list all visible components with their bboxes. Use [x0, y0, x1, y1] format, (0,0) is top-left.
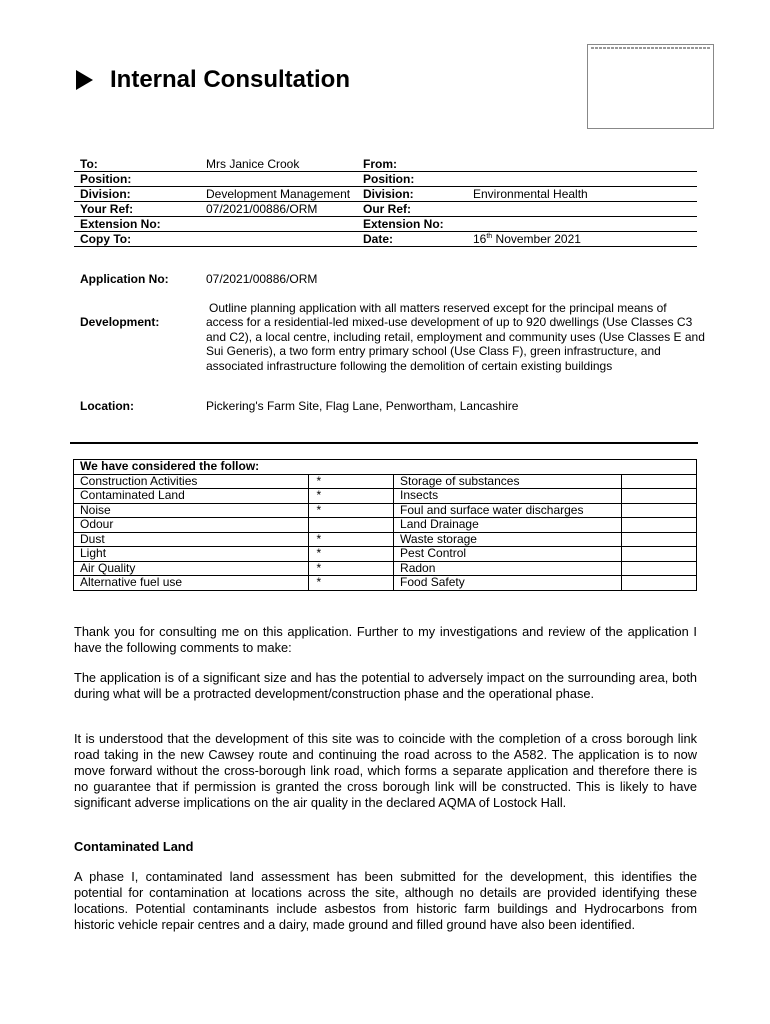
item-left: Dust: [74, 532, 309, 547]
table-row: [74, 489, 697, 504]
division-label: Division:: [80, 187, 131, 201]
item-right-mark: [621, 561, 697, 576]
to-label: To:: [80, 157, 98, 171]
table-row: [74, 518, 697, 533]
item-right: Insects: [394, 489, 621, 504]
considered-table: [73, 459, 697, 591]
application-no-value: 07/2021/00886/ORM: [206, 272, 318, 286]
header-row-copy-date: [74, 232, 697, 247]
item-left: Contaminated Land: [74, 489, 309, 504]
heading-contaminated-land: Contaminated Land: [74, 839, 194, 854]
page-title: [76, 66, 350, 94]
table-row: [74, 532, 697, 547]
table-row: [74, 576, 697, 591]
item-right-mark: [621, 518, 697, 533]
location-label: Location:: [80, 399, 134, 413]
item-left: Odour: [74, 518, 309, 533]
extension-label-right: Extension No:: [363, 217, 444, 231]
item-right: Pest Control: [394, 547, 621, 562]
location-value: Pickering's Farm Site, Flag Lane, Penwortham, Lancashire: [206, 399, 519, 413]
paragraph-impact: The application is of a significant size and has the potential to adversely impact on the surrounding area, both during what will be a protracted development/construction phase and the operational phase.: [74, 670, 697, 701]
position-label-right: Position:: [363, 172, 415, 186]
paragraph-intro: Thank you for consulting me on this application. Further to my investigations and review of the application I have the following comments to make:: [74, 624, 697, 655]
our-ref-label: Our Ref:: [363, 202, 411, 216]
item-left-mark: *: [308, 532, 394, 547]
date-value: [473, 232, 697, 246]
item-left: Alternative fuel use: [74, 576, 309, 591]
extension-value: [206, 217, 363, 231]
application-no-label: Application No:: [80, 272, 169, 286]
item-right-mark: [621, 489, 697, 504]
table-row: [74, 561, 697, 576]
item-right: Storage of substances: [394, 474, 621, 489]
document-stamp-box: [587, 44, 714, 129]
item-right-mark: [621, 547, 697, 562]
your-ref-label: Your Ref:: [80, 202, 134, 216]
stamp-barcode-strip: [591, 47, 710, 49]
development-value: Outline planning application with all matters reserved except for the principal means of access for a residential-led mixed-use development of up to 920 dwellings (Use Classes C3 and C2), a local centre, including retail, employment and community uses (Use Classes E and Sui Generis), a two form entry primary school (Use Class F), green infrastructure, and associated infrastructure following the demolition of certain existing buildings: [206, 301, 705, 373]
your-ref-value: 07/2021/00886/ORM: [206, 202, 318, 216]
header-row-position: [74, 172, 697, 187]
item-right: Foul and surface water discharges: [394, 503, 621, 518]
from-label: From:: [363, 157, 397, 171]
development-label: Development:: [80, 315, 160, 329]
item-right: Waste storage: [394, 532, 621, 547]
considered-heading: We have considered the follow:: [74, 460, 697, 475]
division-label-right: Division:: [363, 187, 414, 201]
to-value: Mrs Janice Crook: [206, 157, 300, 171]
item-left: Light: [74, 547, 309, 562]
our-ref-value: [473, 202, 697, 216]
item-left-mark: [308, 518, 394, 533]
division-value-right: Environmental Health: [473, 187, 588, 201]
extension-label: Extension No:: [80, 217, 161, 231]
considered-heading-row: [74, 460, 697, 475]
item-left-mark: *: [308, 503, 394, 518]
section-divider: [70, 442, 698, 444]
date-label: Date:: [363, 232, 394, 246]
item-right-mark: [621, 503, 697, 518]
table-row: [74, 474, 697, 489]
paragraph-link-road: It is understood that the development of this site was to coincide with the completion of a cross borough link road taking in the new Cawsey route and continuing the road across to the A582. The application is to now move forward without the cross-borough link road, which forms a separate application and therefore there is no guarantee that if permission is granted the cross borough link will be constructed. This is likely to have significant adverse implications on the air quality in the declared AQMA of Lostock Hall.: [74, 731, 697, 810]
table-row: [74, 547, 697, 562]
position-value-right: [473, 172, 697, 186]
item-left-mark: *: [308, 576, 394, 591]
copy-to-label: Copy To:: [80, 232, 132, 246]
triangle-bullet-icon: [76, 70, 93, 90]
extension-value-right: [473, 217, 697, 231]
position-label: Position:: [80, 172, 132, 186]
memo-header-table: [74, 157, 697, 247]
item-right-mark: [621, 474, 697, 489]
date-day: 16: [473, 232, 487, 246]
date-rest: November 2021: [492, 232, 581, 246]
header-row-extension: [74, 217, 697, 232]
item-left-mark: *: [308, 474, 394, 489]
item-right-mark: [621, 532, 697, 547]
header-row-to: [74, 157, 697, 172]
item-right: Land Drainage: [394, 518, 621, 533]
item-right: Radon: [394, 561, 621, 576]
item-left: Air Quality: [74, 561, 309, 576]
division-value: Development Management: [206, 187, 351, 201]
header-row-ref: [74, 202, 697, 217]
item-right: Food Safety: [394, 576, 621, 591]
header-row-division: [74, 187, 697, 202]
from-value: [473, 157, 697, 171]
position-value: [206, 172, 363, 186]
item-right-mark: [621, 576, 697, 591]
item-left: Construction Activities: [74, 474, 309, 489]
item-left-mark: *: [308, 489, 394, 504]
page-title-text: Internal Consultation: [110, 66, 350, 93]
table-row: [74, 503, 697, 518]
item-left-mark: *: [308, 561, 394, 576]
item-left-mark: *: [308, 547, 394, 562]
item-left: Noise: [74, 503, 309, 518]
copy-to-value: [206, 232, 363, 246]
date-suffix: th: [486, 233, 493, 240]
paragraph-contaminated-land: A phase I, contaminated land assessment has been submitted for the development, this identifies the potential for contamination at locations across the site, although no details are provided identifying these locations. Potential contaminants include asbestos from historic farm buildings and Hydrocarbons from historic vehicle repair centres and a dairy, made ground and filled ground have also been identified.: [74, 869, 697, 932]
